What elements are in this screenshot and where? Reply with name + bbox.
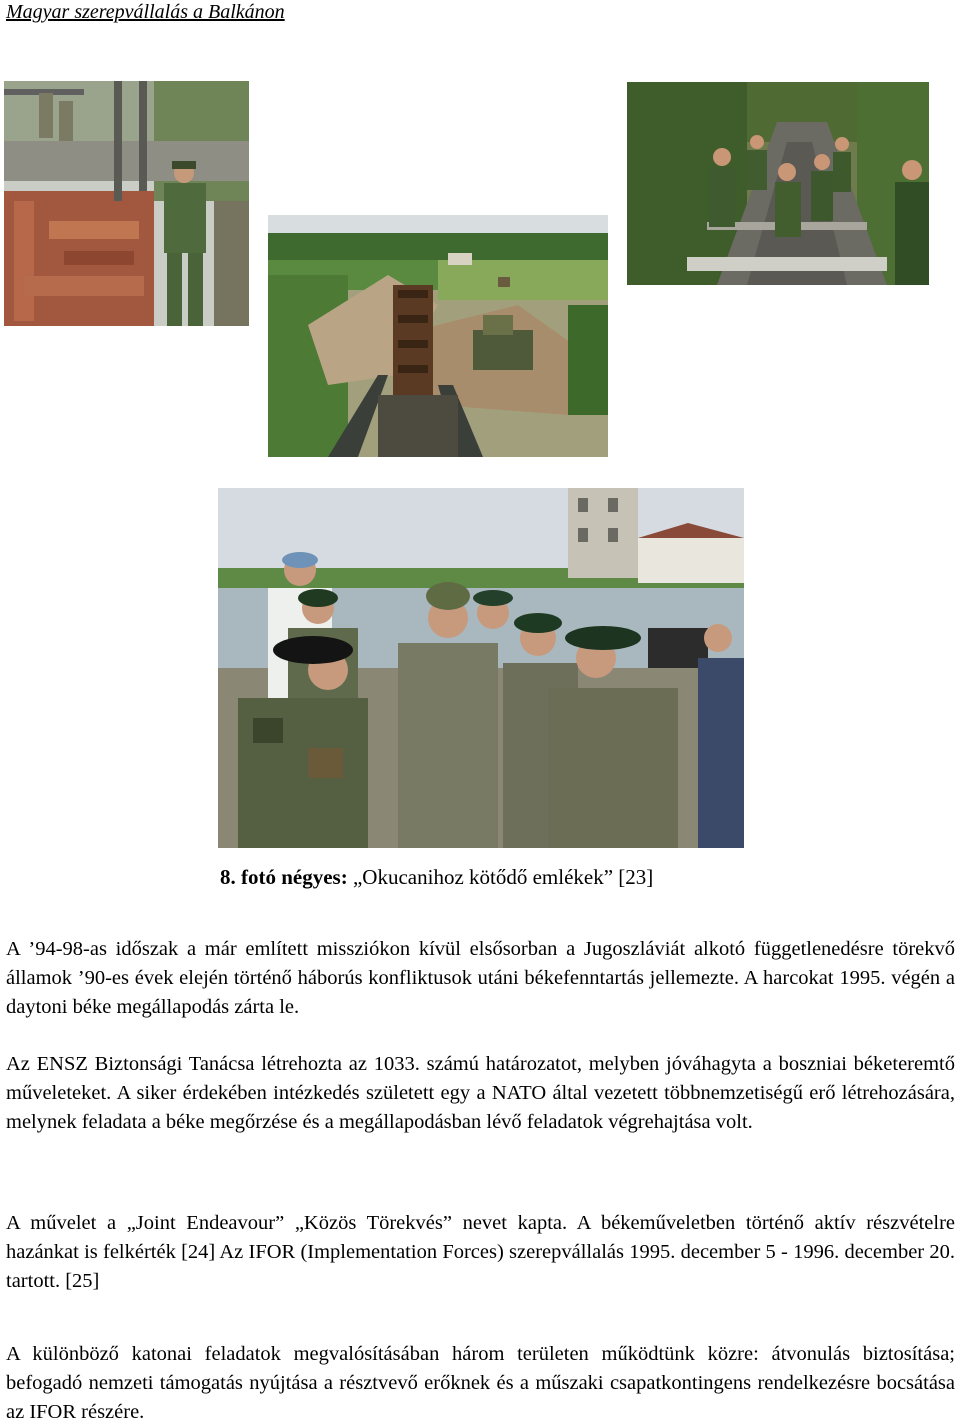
photo-soldiers-group	[218, 488, 744, 848]
figure-caption-label: 8. fotó négyes:	[220, 865, 348, 889]
figure-caption-text: „Okucanihoz kötődő emlékek” [23]	[347, 865, 654, 889]
paragraph-4: A különböző katonai feladatok megvalósításában három területen működtünk közre: átvonulás biztosítása; befogadó nemzeti támogatás nyújtása a résztvevő erőknek és a műszaki csapatkontingens rendelkezésre bocsátása az IFOR részére.	[6, 1343, 955, 1423]
photo-railway-work	[627, 82, 929, 285]
figure-caption	[220, 863, 740, 891]
paragraph-3: A művelet a „Joint Endeavour” „Közös Törekvés” nevet kapta. A békeműveletben történő aktív részvételre hazánkat is felkérték [24] Az IFOR (Implementation Forces) szerepvállalás 1995. december 5 - 1996. december 20. tartott. [25]	[6, 1212, 955, 1292]
photo-soldier-on-bridge	[4, 81, 249, 326]
photo-railway-work-icon	[627, 82, 929, 285]
photo-bridge-construction-icon	[268, 215, 608, 457]
paragraph-1: A ’94-98-as időszak a már említett missziókon kívül elsősorban a Jugoszláviát alkotó függetlenedésre törekvő államok ’90-es évek elején történő háborús konfliktusok utáni békefenntartás jellemezte. A harcokat 1995. végén a daytoni béke megállapodás zárta le.	[6, 938, 955, 1018]
photo-soldiers-group-icon	[218, 488, 744, 848]
page-header-title: Magyar szerepvállalás a Balkánon	[6, 1, 285, 23]
photo-soldier-on-bridge-icon	[4, 81, 249, 326]
paragraph-2: Az ENSZ Biztonsági Tanácsa létrehozta az 1033. számú határozatot, melyben jóváhagyta a boszniai béketeremtő műveleteket. A siker érdekében intézkedés született egy a NATO által vezetett többnemzetiségű erő létrehozására, melynek feladata a béke megőrzése és a megállapodásban lévő feladatok végrehajtása volt.	[6, 1053, 955, 1133]
photo-bridge-construction	[268, 215, 608, 457]
